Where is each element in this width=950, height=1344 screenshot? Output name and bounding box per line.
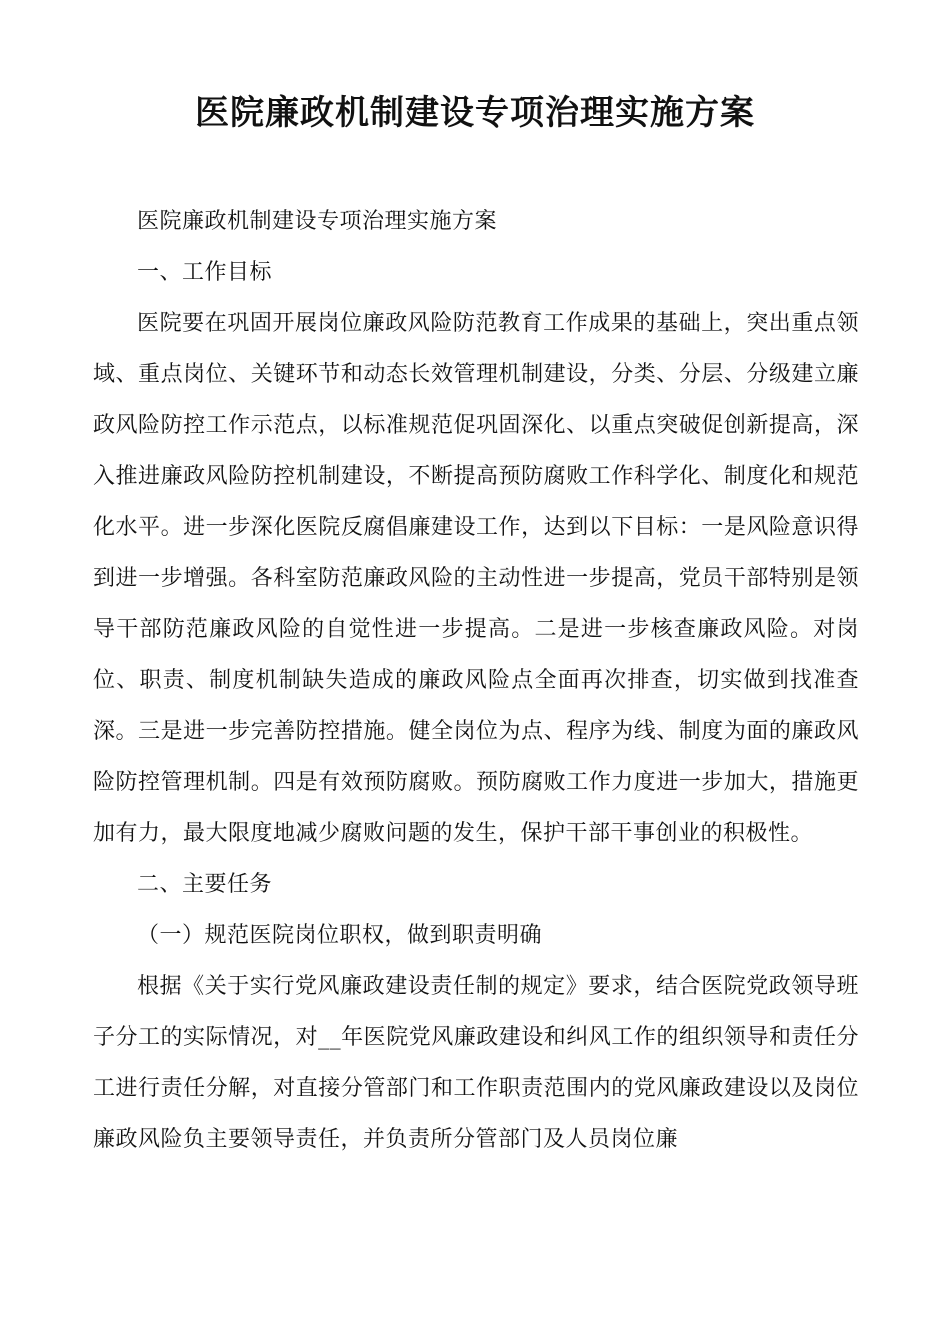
- paragraph-duties: 根据《关于实行党风廉政建设责任制的规定》要求，结合医院党政领导班子分工的实际情况，对__年医院党风廉政建设和纠风工作的组织领导和责任分工进行责任分解，对直接分管部门和工作职责范围内的党风廉政建设以及岗位廉政风险负主要领导责任，并负责所分管部门及人员岗位廉: [93, 974, 859, 1152]
- document-body: [93, 196, 859, 1165]
- document-title: 医院廉政机制建设专项治理实施方案: [195, 93, 755, 133]
- subsection-heading-duties: （一）规范医院岗位职权，做到职责明确: [137, 923, 543, 948]
- section-heading-goals: 一、工作目标: [137, 260, 273, 285]
- section-heading-tasks: 二、主要任务: [137, 872, 273, 897]
- paragraph-goals: 医院要在巩固开展岗位廉政风险防范教育工作成果的基础上，突出重点领域、重点岗位、关键环节和动态长效管理机制建设，分类、分层、分级建立廉政风险防控工作示范点，以标准规范促巩固深化、以重点突破促创新提高，深入推进廉政风险防控机制建设，不断提高预防腐败工作科学化、制度化和规范化水平。进一步深化医院反腐倡廉建设工作，达到以下目标：一是风险意识得到进一步增强。各科室防范廉政风险的主动性进一步提高，党员干部特别是领导干部防范廉政风险的自觉性进一步提高。二是进一步核查廉政风险。对岗位、职责、制度机制缺失造成的廉政风险点全面再次排查，切实做到找准查深。三是进一步完善防控措施。健全岗位为点、程序为线、制度为面的廉政风险防控管理机制。四是有效预防腐败。预防腐败工作力度进一步加大，措施更加有力，最大限度地减少腐败问题的发生，保护干部干事创业的积极性。: [93, 311, 859, 846]
- paragraph-repeated-title: 医院廉政机制建设专项治理实施方案: [137, 209, 498, 234]
